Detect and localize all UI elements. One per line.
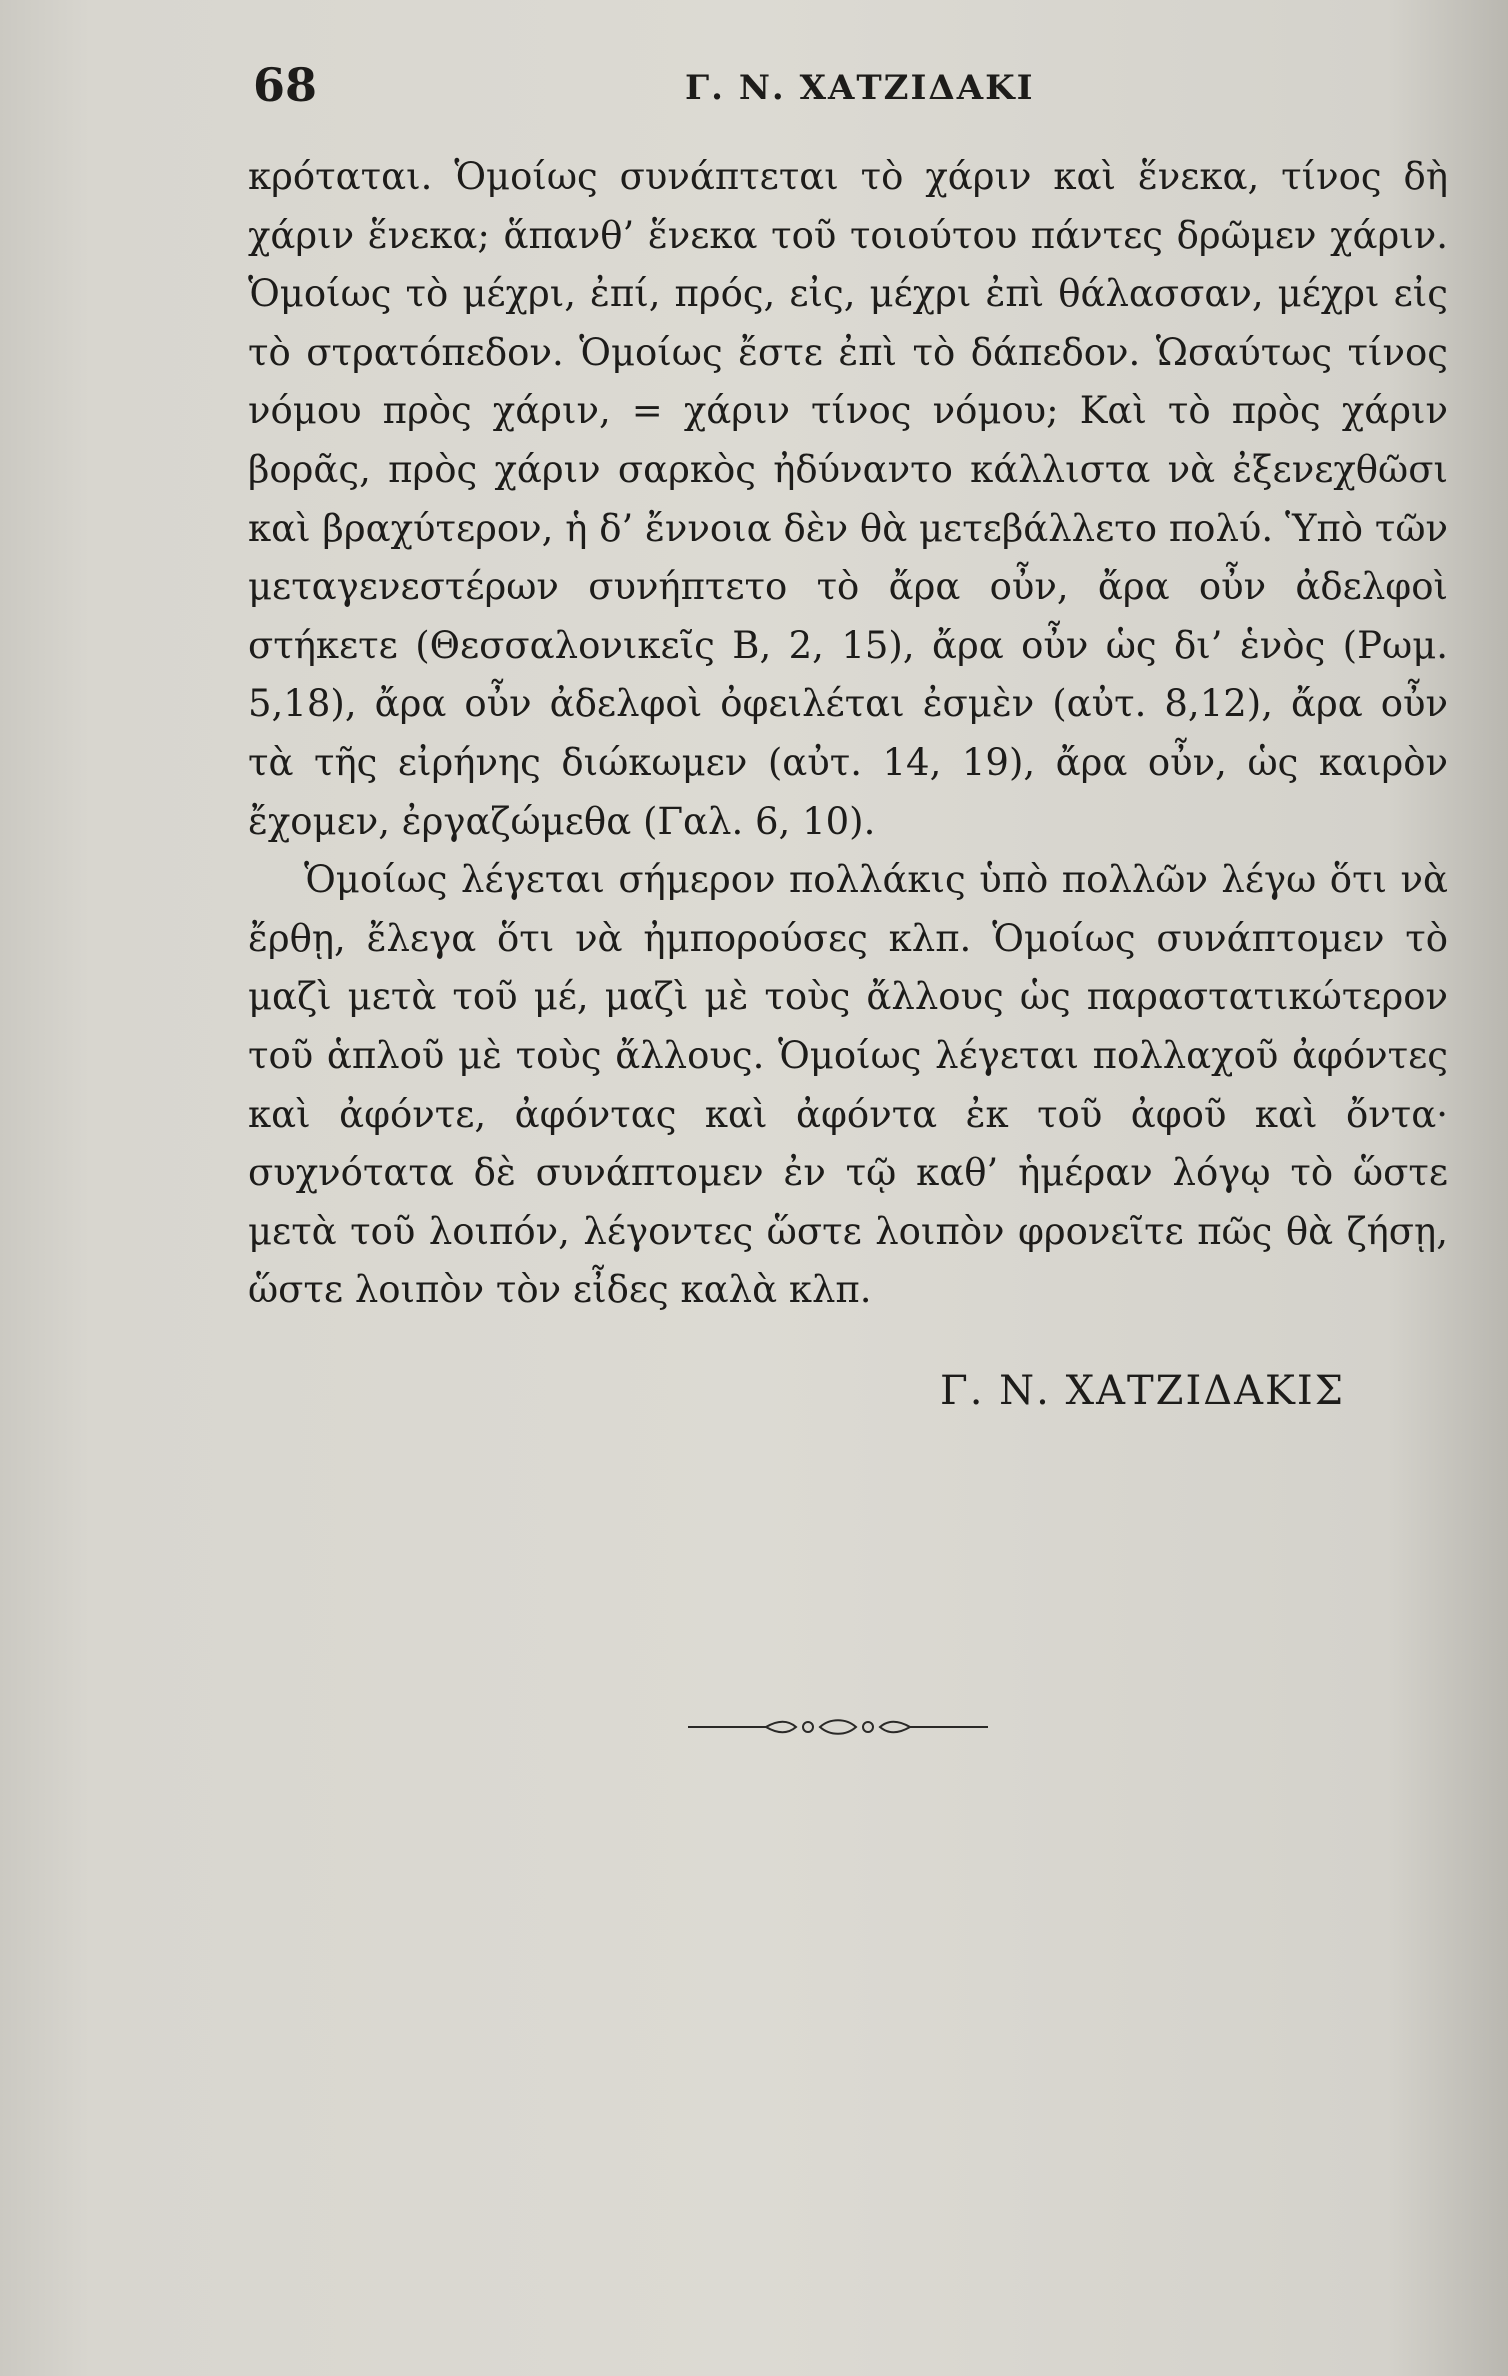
signature: Γ. Ν. ΧΑΤΖΙΔΑΚΙΣ — [940, 1368, 1345, 1414]
end-ornament — [688, 1712, 988, 1742]
body-text — [248, 148, 1448, 1320]
running-head-author: Γ. Ν. ΧΑΤΖΙΔΑΚΙ — [685, 68, 1035, 108]
paragraph-2: Ὁμοίως λέγεται σήμερον πολλάκις ὑπὸ πολλῶν λέγω ὅτι νὰ ἔρθῃ, ἔλεγα ὅτι νὰ ἠμπορούσες κλπ. Ὁμοίως συνάπτομεν τὸ μαζὶ μετὰ τοῦ μέ, μαζὶ μὲ τοὺς ἄλλους ὡς παραστατικώτερον τοῦ ἁπλοῦ μὲ τοὺς ἄλλους. Ὁμοίως λέγεται πολλαχοῦ ἀφόντες καὶ ἀφόντε, ἀφόντας καὶ ἀφόντα ἐκ τοῦ ἀφοῦ καὶ ὄντα· συχνότατα δὲ συνάπτομεν ἐν τῷ καθ’ ἡμέραν λόγῳ τὸ ὥστε μετὰ τοῦ λοιπόν, λέγοντες ὥστε λοιπὸν φρονεῖτε πῶς θὰ ζήσῃ, ὥστε λοιπὸν τὸν εἶδες καλὰ κλπ. — [248, 858, 1448, 1312]
page-number: 68 — [253, 58, 318, 112]
running-head — [253, 58, 1433, 118]
paragraph-1: κρόταται. Ὁμοίως συνάπτεται τὸ χάριν καὶ ἕνεκα, τίνος δὴ χάριν ἕνεκα; ἅπανθ’ ἕνεκα τοῦ τοιούτου πάντες δρῶμεν χάριν. Ὁμοίως τὸ μέχρι, ἐπί, πρός, εἰς, μέχρι ἐπὶ θάλασσαν, μέχρι εἰς τὸ στρατόπεδον. Ὁμοίως ἔστε ἐπὶ τὸ δάπεδον. Ὡσαύτως τίνος νόμου πρὸς χάριν, = χάριν τίνος νόμου; Καὶ τὸ πρὸς χάριν βορᾶς, πρὸς χάριν σαρκὸς ἠδύναντο κάλλιστα νὰ ἐξενεχθῶσι καὶ βραχύτερον, ἡ δ’ ἔννοια δὲν θὰ μετεβάλλετο πολύ. Ὑπὸ τῶν μεταγενεστέρων συνήπτετο τὸ ἄρα οὖν, ἄρα οὖν ἀδελφοὶ στήκετε (Θεσσαλονικεῖς Β, 2, 15), ἄρα οὖν ὡς δι’ ἑνὸς (Ρωμ. 5,18), ἄρα οὖν ἀδελφοὶ ὀφειλέται ἐσμὲν (αὐτ. 8,12), ἄρα οὖν τὰ τῆς εἰρήνης διώκωμεν (αὐτ. 14, 19), ἄρα οὖν, ὡς καιρὸν ἔχομεν, ἐργαζώμεθα (Γαλ. 6, 10). — [248, 155, 1448, 843]
